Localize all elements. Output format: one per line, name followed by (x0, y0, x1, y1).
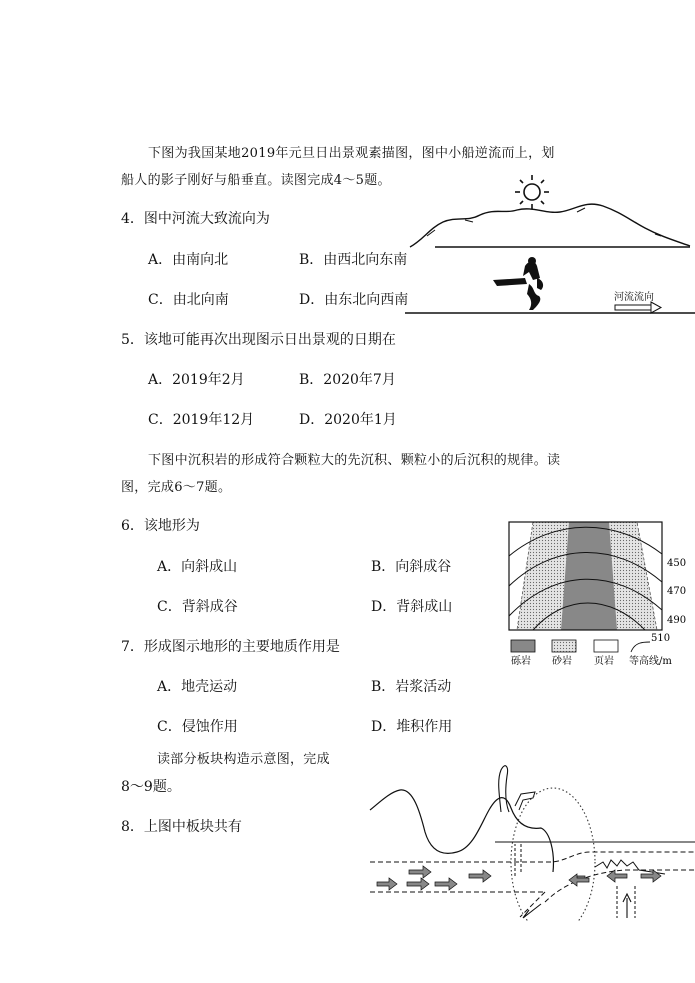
contour-label-450: 450 (667, 558, 687, 569)
legend-label-sandstone: 砂岩 (552, 656, 572, 667)
q5-option-d[interactable]: D．2020年1月 (299, 412, 397, 428)
legend-label-conglomerate: 砾岩 (511, 656, 531, 667)
intro3-line2: 8～9题。 (121, 779, 181, 795)
legend-label-shale: 页岩 (594, 656, 614, 667)
q4-stem: 4．图中河流大致流向为 (121, 211, 270, 227)
intro2-line1: 下图中沉积岩的形成符合颗粒大的先沉积、颗粒小的后沉积的规律。读 (148, 453, 561, 468)
legend-contour-symbol (631, 642, 650, 652)
intro3-line1: 读部分板块构造示意图，完成 (157, 752, 330, 767)
contour-label-490: 490 (667, 615, 687, 626)
legend-swatch-conglomerate (511, 640, 535, 652)
land-surface (370, 790, 553, 872)
q4-option-b[interactable]: B．由西北向东南 (299, 252, 408, 268)
q7-option-c[interactable]: C．侵蚀作用 (157, 719, 238, 735)
q8-stem: 8．上图中板块共有 (121, 819, 242, 835)
q5-option-a[interactable]: A．2019年2月 (148, 372, 245, 388)
plate-motion-arrows (377, 866, 661, 890)
q4-option-a[interactable]: A．由南向北 (148, 252, 229, 268)
mountain-ridge (410, 204, 690, 247)
contour-label-470: 470 (667, 586, 687, 597)
q6-option-d[interactable]: D．背斜成山 (371, 599, 453, 615)
q7-option-d[interactable]: D．堆积作用 (371, 719, 453, 735)
intro1-line2: 船人的影子刚好与船垂直。读图完成4～5题。 (121, 173, 391, 188)
legend-swatch-sandstone (552, 640, 576, 652)
sunrise-sketch-figure (405, 170, 695, 320)
q4-option-d[interactable]: D．由东北向西南 (299, 292, 409, 308)
q6-option-b[interactable]: B．向斜成谷 (371, 559, 452, 575)
q6-option-a[interactable]: A．向斜成山 (157, 559, 238, 575)
q6-stem: 6．该地形为 (121, 518, 200, 534)
intro2-line2: 图，完成6～7题。 (121, 480, 232, 495)
q7-option-b[interactable]: B．岩浆活动 (371, 679, 452, 695)
sun-icon (515, 175, 549, 209)
river-flow-label: 河流流向 (614, 292, 654, 303)
strata-contour-map (505, 518, 695, 668)
intro1-line1: 下图为我国某地2019年元旦日出景观素描图，图中小船逆流而上，划 (148, 146, 555, 161)
q7-stem: 7．形成图示地形的主要地质作用是 (121, 639, 340, 655)
boat-icon (493, 257, 543, 310)
q4-option-c[interactable]: C．由北向南 (148, 292, 229, 308)
river-flow-arrow (615, 302, 661, 313)
q6-option-c[interactable]: C．背斜成谷 (157, 599, 238, 615)
q5-option-b[interactable]: B．2020年7月 (299, 372, 396, 388)
q7-option-a[interactable]: A．地壳运动 (157, 679, 238, 695)
plate-tectonics-diagram (365, 752, 695, 922)
legend-swatch-shale (594, 640, 618, 652)
q5-option-c[interactable]: C．2019年12月 (148, 412, 255, 428)
q5-stem: 5．该地可能再次出现图示日出景观的日期在 (121, 332, 396, 348)
legend-label-contour: 等高线/m (629, 656, 672, 667)
legend-contour-value: 510 (651, 633, 671, 644)
conglomerate-band (561, 522, 617, 630)
